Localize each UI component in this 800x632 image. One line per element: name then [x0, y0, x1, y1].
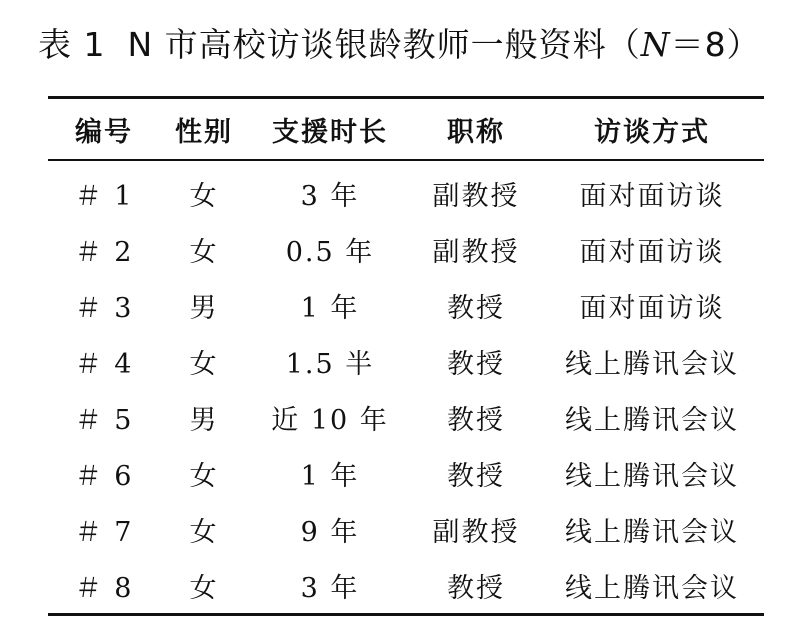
cell-method: 面对面访谈	[579, 292, 725, 324]
cell-title: 教授	[447, 572, 505, 604]
table-body	[48, 160, 764, 615]
table-row	[48, 160, 764, 221]
cell-gender: 女	[189, 348, 219, 380]
header-duration: 支援时长	[272, 116, 388, 148]
table-label: 表 1	[38, 25, 106, 64]
caption-sample-size: ＝8）	[670, 25, 761, 64]
table-row	[48, 333, 764, 389]
cell-id: ＃ 2	[74, 236, 134, 268]
cell-method: 线上腾讯会议	[565, 404, 739, 436]
cell-id: ＃ 3	[74, 292, 134, 324]
cell-gender: 女	[189, 180, 219, 212]
cell-id: ＃ 1	[74, 180, 134, 212]
cell-method: 线上腾讯会议	[565, 460, 739, 492]
cell-title: 教授	[447, 348, 505, 380]
cell-gender: 女	[189, 516, 219, 548]
header-id: 编号	[75, 116, 133, 148]
cell-duration: 1 年	[300, 292, 360, 324]
header-title: 职称	[447, 116, 505, 148]
table-row	[48, 221, 764, 277]
cell-id: ＃ 6	[74, 460, 134, 492]
cell-id: ＃ 4	[74, 348, 134, 380]
table-row	[48, 557, 764, 615]
caption-sample-symbol: N	[640, 25, 671, 64]
table-caption	[38, 18, 778, 72]
table-row	[48, 389, 764, 445]
cell-gender: 男	[189, 292, 219, 324]
cell-title: 副教授	[432, 236, 520, 268]
cell-title: 教授	[447, 404, 505, 436]
caption-paren-open: （	[606, 25, 641, 64]
cell-duration: 1.5 半	[285, 348, 375, 380]
header-gender: 性别	[175, 116, 233, 148]
table-row	[48, 277, 764, 333]
cell-duration: 1 年	[300, 460, 360, 492]
cell-id: ＃ 7	[74, 516, 134, 548]
cell-duration: 0.5 年	[285, 236, 375, 268]
header-method: 访谈方式	[594, 116, 710, 148]
cell-method: 面对面访谈	[579, 180, 725, 212]
cell-id: ＃ 5	[74, 404, 134, 436]
cell-duration: 3 年	[300, 572, 360, 604]
cell-gender: 女	[189, 460, 219, 492]
table-row	[48, 445, 764, 501]
table-title: N 市高校访谈银龄教师一般资料	[127, 25, 607, 64]
cell-duration: 9 年	[300, 516, 360, 548]
table-row	[48, 501, 764, 557]
cell-title: 教授	[447, 292, 505, 324]
cell-title: 副教授	[432, 516, 520, 548]
cell-gender: 女	[189, 572, 219, 604]
cell-duration: 近 10 年	[271, 404, 389, 436]
cell-method: 面对面访谈	[579, 236, 725, 268]
cell-method: 线上腾讯会议	[565, 348, 739, 380]
header-row	[48, 98, 764, 161]
cell-method: 线上腾讯会议	[565, 516, 739, 548]
cell-method: 线上腾讯会议	[565, 572, 739, 604]
cell-duration: 3 年	[300, 180, 360, 212]
cell-gender: 女	[189, 236, 219, 268]
cell-id: ＃ 8	[74, 572, 134, 604]
interview-teachers-table	[48, 96, 764, 616]
cell-gender: 男	[189, 404, 219, 436]
cell-title: 教授	[447, 460, 505, 492]
table-header	[48, 98, 764, 161]
cell-title: 副教授	[432, 180, 520, 212]
